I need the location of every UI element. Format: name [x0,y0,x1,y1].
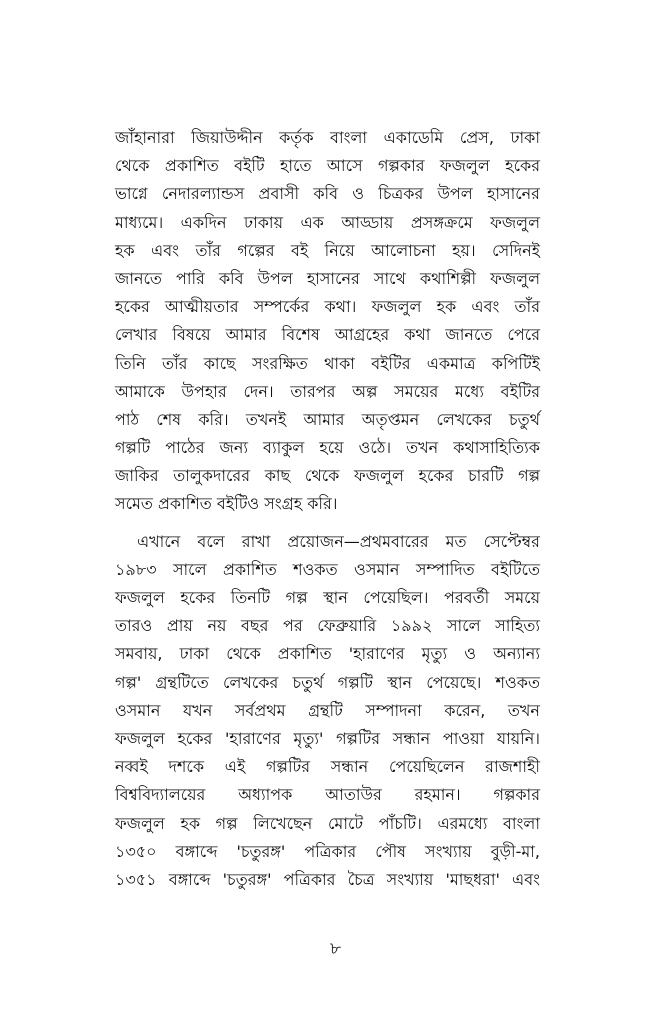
paragraph-line: ফজলুল হক গল্প লিখেছেন মোটে পাঁচটি। এরমধ্যে বাংলা [115,813,540,833]
paragraph-line: হক এবং তাঁর গল্পের বই নিয়ে আলোচনা হয়। সেদিনই [115,240,540,260]
paragraph-line: ভাগ্নে নেদারল্যান্ডস প্রবাসী কবি ও চিত্রকর উপল হাসানের [115,184,540,204]
paragraph-line: ফজলুল হকের 'হারাণের মৃত্যু' গল্পটির সন্ধান পাওয়া যায়নি। [115,728,540,748]
paragraph-line: আমাকে উপহার দেন। তারপর অল্প সময়ের মধ্যে বইটির [115,381,540,401]
paragraph-line: মাধ্যমে। একদিন ঢাকায় এক আড্ডায় প্রসঙ্গক্রমে ফজলুল [115,212,540,232]
paragraph-line: জাকির তালুকদারের কাছ থেকে ফজলুল হকের চারটি গল্প [115,466,540,486]
paragraph-line: ১৯৮৩ সালে প্রকাশিত শওকত ওসমান সম্পাদিত বইটিতে [115,559,540,579]
paragraph-line-first: এখানে বলে রাখা প্রয়োজন—প্রথমবারের মত সেপ্টেম্বর [137,531,540,551]
paragraph-1 [115,124,540,519]
paragraph-line: তারও প্রায় নয় বছর পর ফেব্রুয়ারি ১৯৯২ সালে সাহিত্য [115,616,540,636]
paragraph-line: ১৩৫০ বঙ্গাব্দে 'চতুরঙ্গ' পত্রিকার পৌষ সংখ্যায় বুড়ী-মা, [115,841,540,861]
paragraph-line: হকের আত্মীয়তার সম্পর্কের কথা। ফজলুল হক এবং তাঁর [115,297,540,317]
paragraph-line: জানতে পারি কবি উপল হাসানের সাথে কথাশিল্পী ফজলুল [115,268,540,288]
paragraph-line: নব্বই দশকে এই গল্পটির সন্ধান পেয়েছিলেন রাজশাহী [115,757,540,777]
body-text [115,124,540,894]
paragraph-line-last: সমেত প্রকাশিত বইটিও সংগ্রহ করি। [115,494,338,514]
paragraph-line: গল্পটি পাঠের জন্য ব্যাকুল হয়ে ওঠে। তখন কথাসাহিত্যিক [115,438,540,458]
paragraph-line: তিনি তাঁর কাছে সংরক্ষিত থাকা বইটির একমাত্র কপিটিই [115,353,540,373]
paragraph-line: বিশ্ববিদ্যালয়ের অধ্যাপক আতাউর রহমান। গল্পকার [115,785,540,805]
page-number: ৮ [329,939,342,959]
paragraph-line: ১৩৫১ বঙ্গাব্দে 'চতুরঙ্গ' পত্রিকার চৈত্র সংখ্যায় 'মাছধরা' এবং [115,869,540,889]
paragraph-line: লেখার বিষয়ে আমার বিশেষ আগ্রহের কথা জানতে পেরে [115,325,540,345]
paragraph-line: ফজলুল হকের তিনটি গল্প স্থান পেয়েছিল। পরবর্তী সময়ে [115,588,540,607]
paragraph-line: পাঠ শেষ করি। তখনই আমার অতৃপ্তমন লেখকের চতুর্থ [115,409,540,429]
paragraph-line: সমবায়, ঢাকা থেকে প্রকাশিত 'হারাণের মৃত্যু ও অন্যান্য [115,644,540,664]
paragraph-line: ওসমান যখন সর্বপ্রথম গ্রন্থটি সম্পাদনা করেন, তখন [115,700,540,720]
paragraph-line: থেকে প্রকাশিত বইটি হাতে আসে গল্পকার ফজলুল হকের [115,156,540,176]
paragraph-2 [115,528,540,894]
paragraph-line: গল্প' গ্রন্থটিতে লেখকের চতুর্থ গল্পটি স্থান পেয়েছে। শওকত [115,672,540,692]
paragraph-line: জাঁহানারা জিয়াউদ্দীন কর্তৃক বাংলা একাডেমি প্রেস, ঢাকা [115,128,540,147]
